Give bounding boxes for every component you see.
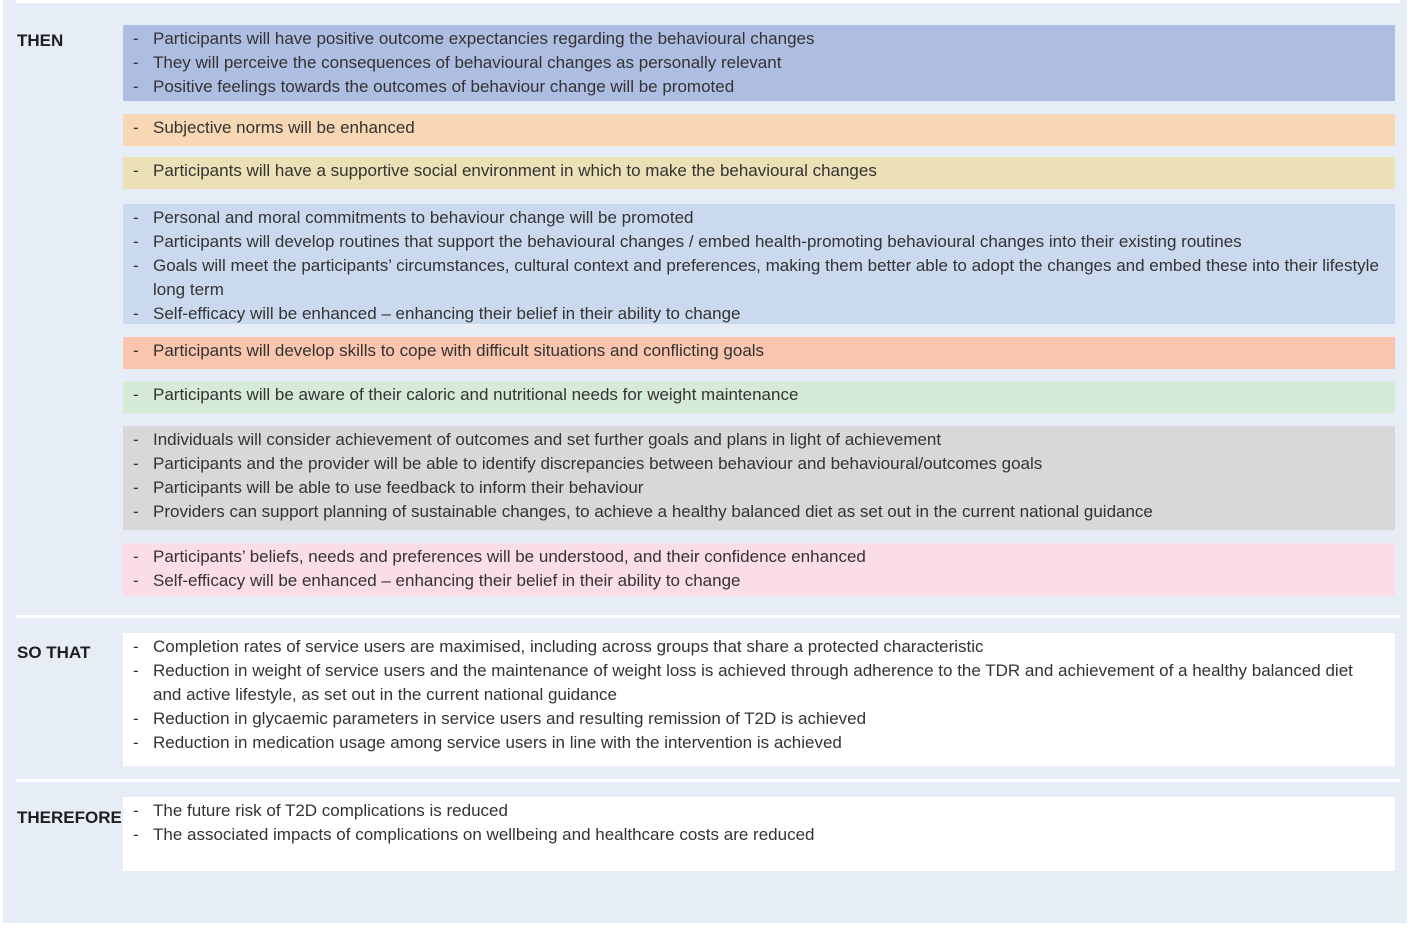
list-item: - They will perceive the consequences of behavioural changes as personally relevant (133, 51, 1385, 75)
list-item: - Participants will have positive outcome expectancies regarding the behavioural changes (133, 27, 1385, 51)
list-item: - Participants will be able to use feedback to inform their behaviour (133, 476, 1385, 500)
list-item: - Goals will meet the participants’ circumstances, cultural context and preferences, making them better able to adopt the changes and embed these into their lifestyle long term (133, 254, 1385, 302)
list-item: - Participants will develop skills to cope with difficult situations and conflicting goals (133, 339, 1385, 363)
bullet-list (133, 383, 1385, 407)
then-box-outcome-expectancies (123, 25, 1395, 101)
section-label-therefore: THEREFORE (17, 808, 122, 827)
therefore-box (123, 797, 1395, 871)
bullet-list (133, 339, 1385, 363)
then-box-coping-skills (123, 337, 1395, 369)
list-item: - Positive feelings towards the outcomes of behaviour change will be promoted (133, 75, 1385, 99)
then-box-feedback-planning (123, 426, 1395, 530)
then-box-beliefs-confidence (123, 543, 1395, 596)
list-item: - Participants’ beliefs, needs and preferences will be understood, and their confidence enhanced (133, 545, 1385, 569)
so-that-box (123, 633, 1395, 766)
then-box-social-environment (123, 157, 1395, 189)
section-label-so-that: SO THAT (17, 643, 91, 662)
list-item: - Self-efficacy will be enhanced – enhancing their belief in their ability to change (133, 302, 1385, 326)
then-box-subjective-norms (123, 114, 1395, 146)
section-divider (16, 615, 1400, 618)
section-label-then: THEN (17, 31, 64, 50)
list-item: - Providers can support planning of sustainable changes, to achieve a healthy balanced diet as set out in the current national guidance (133, 500, 1385, 524)
list-item: - Reduction in glycaemic parameters in service users and resulting remission of T2D is achieved (133, 707, 1385, 731)
list-item: - Participants will be aware of their caloric and nutritional needs for weight maintenance (133, 383, 1385, 407)
section-divider (16, 779, 1400, 782)
list-item: - Reduction in weight of service users and the maintenance of weight loss is achieved through adherence to the TDR and achievement of a healthy balanced diet and active lifestyle, as set out in the current national guidance (133, 659, 1385, 707)
then-box-commitments-routines (123, 204, 1395, 324)
list-item: - Completion rates of service users are maximised, including across groups that share a protected characteristic (133, 635, 1385, 659)
bullet-list (133, 799, 1385, 847)
list-item: - Participants will develop routines that support the behavioural changes / embed health-promoting behavioural changes into their existing routines (133, 230, 1385, 254)
then-box-nutritional-awareness (123, 381, 1395, 413)
bullet-list (133, 116, 1385, 140)
bullet-list (133, 27, 1385, 99)
list-item: - The future risk of T2D complications is reduced (133, 799, 1385, 823)
bullet-list (133, 206, 1385, 326)
logic-model-panel (3, 0, 1407, 923)
list-item: - Subjective norms will be enhanced (133, 116, 1385, 140)
bullet-list (133, 635, 1385, 755)
list-item: - Personal and moral commitments to behaviour change will be promoted (133, 206, 1385, 230)
bullet-list (133, 159, 1385, 183)
list-item: - Reduction in medication usage among service users in line with the intervention is achieved (133, 731, 1385, 755)
bullet-list (133, 545, 1385, 593)
list-item: - The associated impacts of complications on wellbeing and healthcare costs are reduced (133, 823, 1385, 847)
bullet-list (133, 428, 1385, 524)
list-item: - Participants will have a supportive social environment in which to make the behavioural changes (133, 159, 1385, 183)
list-item: - Self-efficacy will be enhanced – enhancing their belief in their ability to change (133, 569, 1385, 593)
list-item: - Individuals will consider achievement of outcomes and set further goals and plans in light of achievement (133, 428, 1385, 452)
section-divider-top (16, 0, 1400, 3)
list-item: - Participants and the provider will be able to identify discrepancies between behaviour and behavioural/outcomes goals (133, 452, 1385, 476)
